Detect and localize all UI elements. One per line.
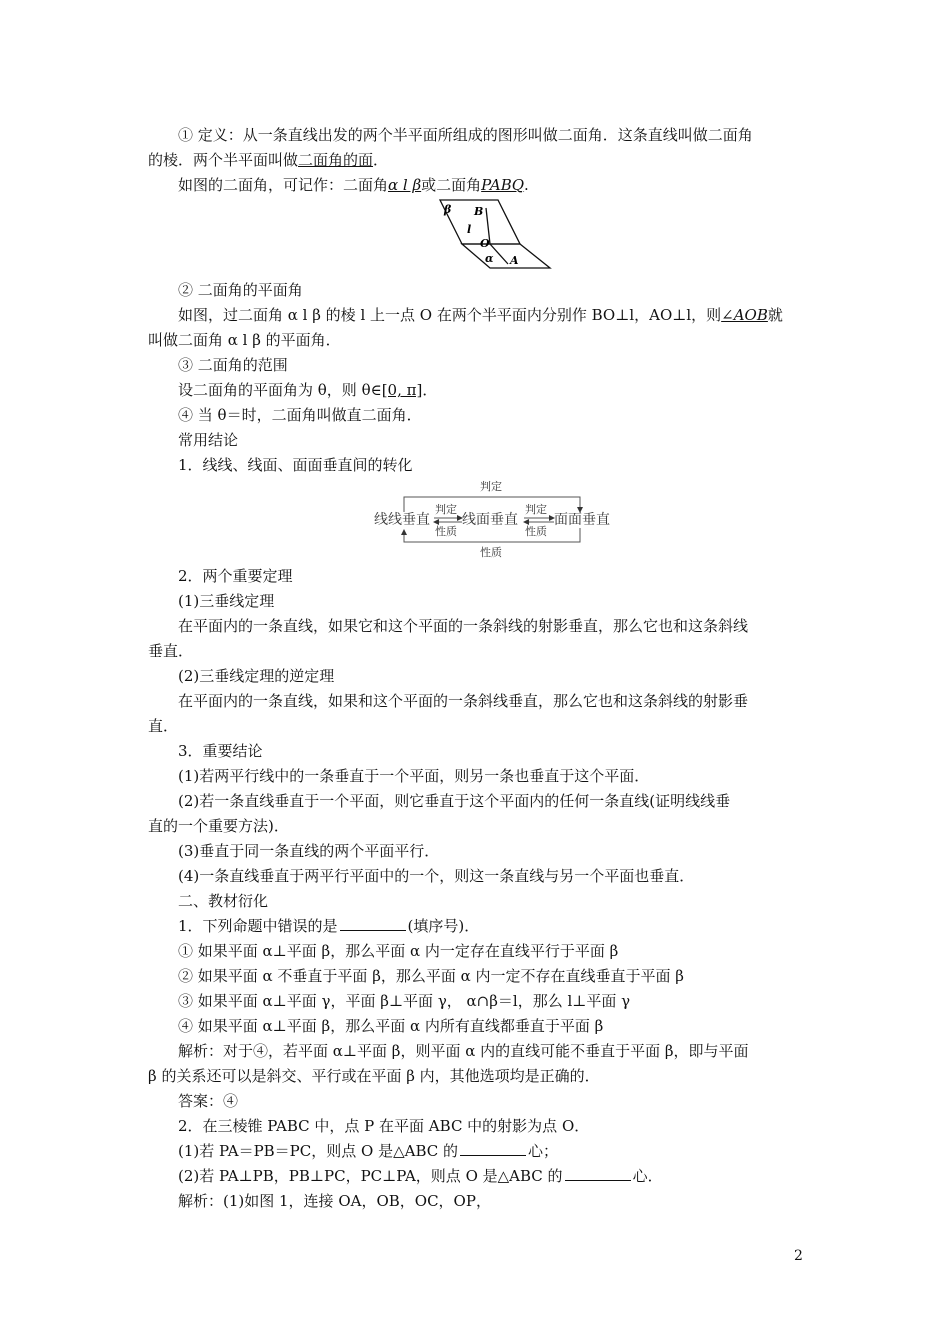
arrow2-bottom-label: 性质: [525, 525, 547, 538]
question-1: [178, 916, 479, 936]
paragraph-definition: [178, 125, 753, 145]
text: ① 定义：从一条直线出发的两个半平面所组成的图形叫做二面角．这条直线叫做二面角: [178, 126, 753, 144]
text: ② 如果平面 α 不垂直于平面 β，那么平面 α 内一定不存在直线垂直于平面 β: [178, 967, 684, 985]
answer-1: [178, 1091, 238, 1111]
text: .: [524, 176, 529, 194]
label-l: l: [467, 223, 472, 236]
text: 如图，过二面角 α l β 的棱 l 上一点 O 在两个半平面内分别作 BO⊥l，AO⊥l，则: [178, 306, 722, 324]
label-O: O: [480, 237, 490, 250]
heading-converse-theorem: [178, 666, 334, 686]
underlined-answer: [0, π]: [381, 381, 423, 399]
heading-important-conclusions: [178, 741, 263, 761]
top-arrow: [404, 497, 580, 512]
analysis-2: [178, 1191, 491, 1211]
text: 设二面角的平面角为 θ，则 θ∈: [178, 381, 382, 399]
plane-alpha: [462, 244, 550, 268]
heading-plane-angle: [178, 280, 303, 300]
answer-blank: [565, 1166, 631, 1181]
text: 直的一个重要方法)．: [148, 817, 289, 835]
dihedral-angle-figure: [430, 198, 552, 272]
question-2: [178, 1116, 589, 1136]
paragraph-theorem-cont: [148, 641, 193, 661]
underlined-answer: ∠AOB: [721, 306, 768, 324]
text: (填序号)．: [407, 917, 480, 935]
text: 如图的二面角，可记作：二面角: [178, 176, 389, 194]
node-plane-plane: 面面垂直: [554, 512, 610, 528]
heading-textbook-derivation: [178, 891, 268, 911]
heading-three-perpendiculars: [178, 591, 274, 611]
label-A: A: [510, 254, 519, 267]
text: ．: [422, 381, 438, 399]
underlined-answer: α l β: [388, 176, 422, 194]
text: 在平面内的一条直线，如果它和这个平面的一条斜线的射影垂直，那么它也和这条斜线: [178, 617, 749, 635]
text: 2．在三棱锥 PABC 中，点 P 在平面 ABC 中的射影为点 O．: [178, 1117, 590, 1135]
bottom-arrow: [404, 528, 580, 542]
arrow2-top-label: 判定: [525, 503, 547, 516]
text: (1)若两平行线中的一条垂直于一个平面，则另一条也垂直于这个平面．: [178, 767, 650, 785]
heading-range: [178, 355, 288, 375]
text: (2)三垂线定理的逆定理: [178, 667, 335, 685]
top-label: 判定: [480, 480, 502, 493]
analysis-1: [178, 1041, 749, 1061]
text: 的棱．两个半平面叫做: [148, 151, 299, 169]
text: 二、教材衍化: [178, 892, 269, 910]
text: 就: [767, 306, 783, 324]
heading-common-conclusions: [178, 430, 238, 450]
option-3: [178, 991, 630, 1011]
bottom-label: 性质: [480, 546, 502, 559]
text: (2)若一条直线垂直于一个平面，则它垂直于这个平面内的任何一条直线(证明线线垂: [178, 792, 731, 810]
text: ③ 二面角的范围: [178, 356, 288, 374]
page-number: 2: [794, 1248, 803, 1264]
label-beta: β: [444, 203, 452, 216]
underlined-answer: 二面角的面: [298, 151, 374, 169]
arrow1-bottom-label: 性质: [435, 525, 457, 538]
option-1: [178, 941, 618, 961]
arrow1-top-label: 判定: [435, 503, 457, 516]
text: 心；: [528, 1142, 559, 1160]
paragraph-range: [178, 380, 437, 400]
text: ① 如果平面 α⊥平面 β，那么平面 α 内一定存在直线平行于平面 β: [178, 942, 619, 960]
text: 1．下列命题中错误的是: [178, 917, 338, 935]
option-4: [178, 1016, 603, 1036]
heading-perpendicular-conversion: [178, 455, 413, 475]
text: (1)若 PA＝PB＝PC，则点 O 是△ABC 的: [178, 1142, 458, 1160]
text: (3)垂直于同一条直线的两个平面平行．: [178, 842, 440, 860]
option-2: [178, 966, 684, 986]
text: ④ 如果平面 α⊥平面 β，那么平面 α 内所有直线都垂直于平面 β: [178, 1017, 604, 1035]
label-B: B: [474, 205, 484, 218]
label-alpha: α: [485, 252, 494, 265]
perpendicular-conversion-diagram: [370, 478, 620, 562]
analysis-1-cont: [148, 1066, 600, 1086]
node-line-plane: 线面垂直: [462, 512, 518, 528]
text: β 的关系还可以是斜交、平行或在平面 β 内，其他选项均是正确的．: [148, 1067, 600, 1085]
paragraph-converse-cont: [148, 716, 178, 736]
text: 答案：④: [178, 1092, 239, 1110]
answer-blank: [340, 916, 406, 931]
paragraph-converse: [178, 691, 748, 711]
answer-blank: [460, 1141, 526, 1156]
text: 解析：(1)如图 1，连接 OA，OB，OC，OP，: [178, 1192, 491, 1210]
text: 解析：对于④，若平面 α⊥平面 β，则平面 α 内的直线可能不垂直于平面 β，即与平面: [178, 1042, 749, 1060]
conclusion-2: [178, 791, 730, 811]
text: 2．两个重要定理: [178, 567, 293, 585]
paragraph-notation: [178, 175, 529, 195]
text: ③ 如果平面 α⊥平面 γ，平面 β⊥平面 γ， α∩β＝l，那么 l⊥平面 γ: [178, 992, 631, 1010]
text: ④ 当 θ＝时，二面角叫做直二面角．: [178, 406, 422, 424]
text: (4)一条直线垂直于两平行平面中的一个，则这一条直线与另一个平面也垂直．: [178, 867, 695, 885]
question-2-part-2: [178, 1166, 663, 1186]
underlined-answer: PABQ: [481, 176, 525, 194]
text: 垂直．: [148, 642, 194, 660]
text: ② 二面角的平面角: [178, 281, 303, 299]
conclusion-1: [178, 766, 649, 786]
paragraph-right-dihedral: [178, 405, 422, 425]
text: (2)若 PA⊥PB，PB⊥PC，PC⊥PA，则点 O 是△ABC 的: [178, 1167, 563, 1185]
paragraph-plane-angle-cont: [148, 330, 341, 350]
text: 叫做二面角 α l β 的平面角．: [148, 331, 341, 349]
paragraph-plane-angle: [178, 305, 783, 325]
node-line-line: 线线垂直: [374, 512, 430, 528]
conclusion-3: [178, 841, 439, 861]
conclusion-2-cont: [148, 816, 289, 836]
text: 直．: [148, 717, 179, 735]
conclusion-4: [178, 866, 694, 886]
text: 心．: [632, 1167, 663, 1185]
text: ．: [373, 151, 389, 169]
question-2-part-1: [178, 1141, 558, 1161]
heading-two-theorems: [178, 566, 293, 586]
text: 常用结论: [178, 431, 239, 449]
paragraph-definition-cont: [148, 150, 388, 170]
paragraph-theorem: [178, 616, 748, 636]
text: 1．线线、线面、面面垂直间的转化: [178, 456, 413, 474]
text: 或二面角: [421, 176, 482, 194]
text: (1)三垂线定理: [178, 592, 275, 610]
text: 3．重要结论: [178, 742, 263, 760]
text: 在平面内的一条直线，如果和这个平面的一条斜线垂直，那么它也和这条斜线的射影垂: [178, 692, 749, 710]
